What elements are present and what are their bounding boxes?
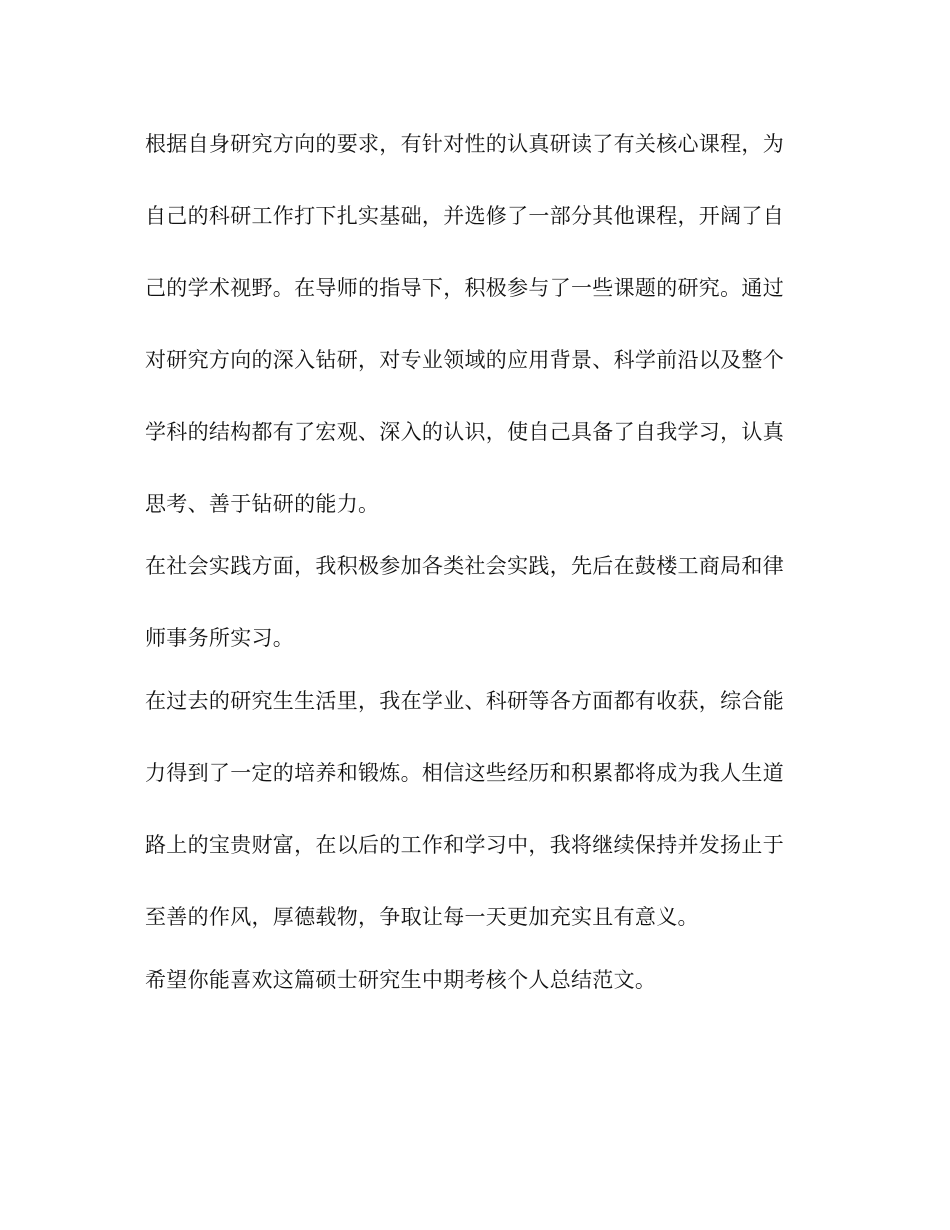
paragraph-2-line-1: 在社会实践方面，我积极参加各类社会实践，先后在鼓楼工商局和律 bbox=[145, 554, 784, 578]
paragraph-1-line-6: 思考、善于钻研的能力。 bbox=[145, 492, 380, 516]
paragraph-4-line-1: 希望你能喜欢这篇硕士研究生中期考核个人总结范文。 bbox=[145, 968, 657, 992]
paragraph-3-line-4: 至善的作风，厚德载物，争取让每一天更加充实且有意义。 bbox=[145, 905, 699, 929]
paragraph-1-line-4: 对研究方向的深入钻研，对专业领域的应用背景、科学前沿以及整个 bbox=[145, 348, 784, 372]
paragraph-3-line-1: 在过去的研究生生活里，我在学业、科研等各方面都有收获，综合能 bbox=[145, 689, 784, 713]
paragraph-1-line-5: 学科的结构都有了宏观、深入的认识，使自己具备了自我学习，认真 bbox=[145, 420, 784, 444]
paragraph-3-line-3: 路上的宝贵财富，在以后的工作和学习中，我将继续保持并发扬止于 bbox=[145, 833, 784, 857]
paragraph-1-line-2: 自己的科研工作打下扎实基础，并选修了一部分其他课程，开阔了自 bbox=[145, 204, 784, 228]
paragraph-1-line-1: 根据自身研究方向的要求，有针对性的认真研读了有关核心课程，为 bbox=[145, 132, 784, 156]
paragraph-1-line-3: 己的学术视野。在导师的指导下，积极参与了一些课题的研究。通过 bbox=[145, 276, 784, 300]
paragraph-2-line-2: 师事务所实习。 bbox=[145, 626, 295, 650]
paragraph-3-line-2: 力得到了一定的培养和锻炼。相信这些经历和积累都将成为我人生道 bbox=[145, 761, 784, 785]
